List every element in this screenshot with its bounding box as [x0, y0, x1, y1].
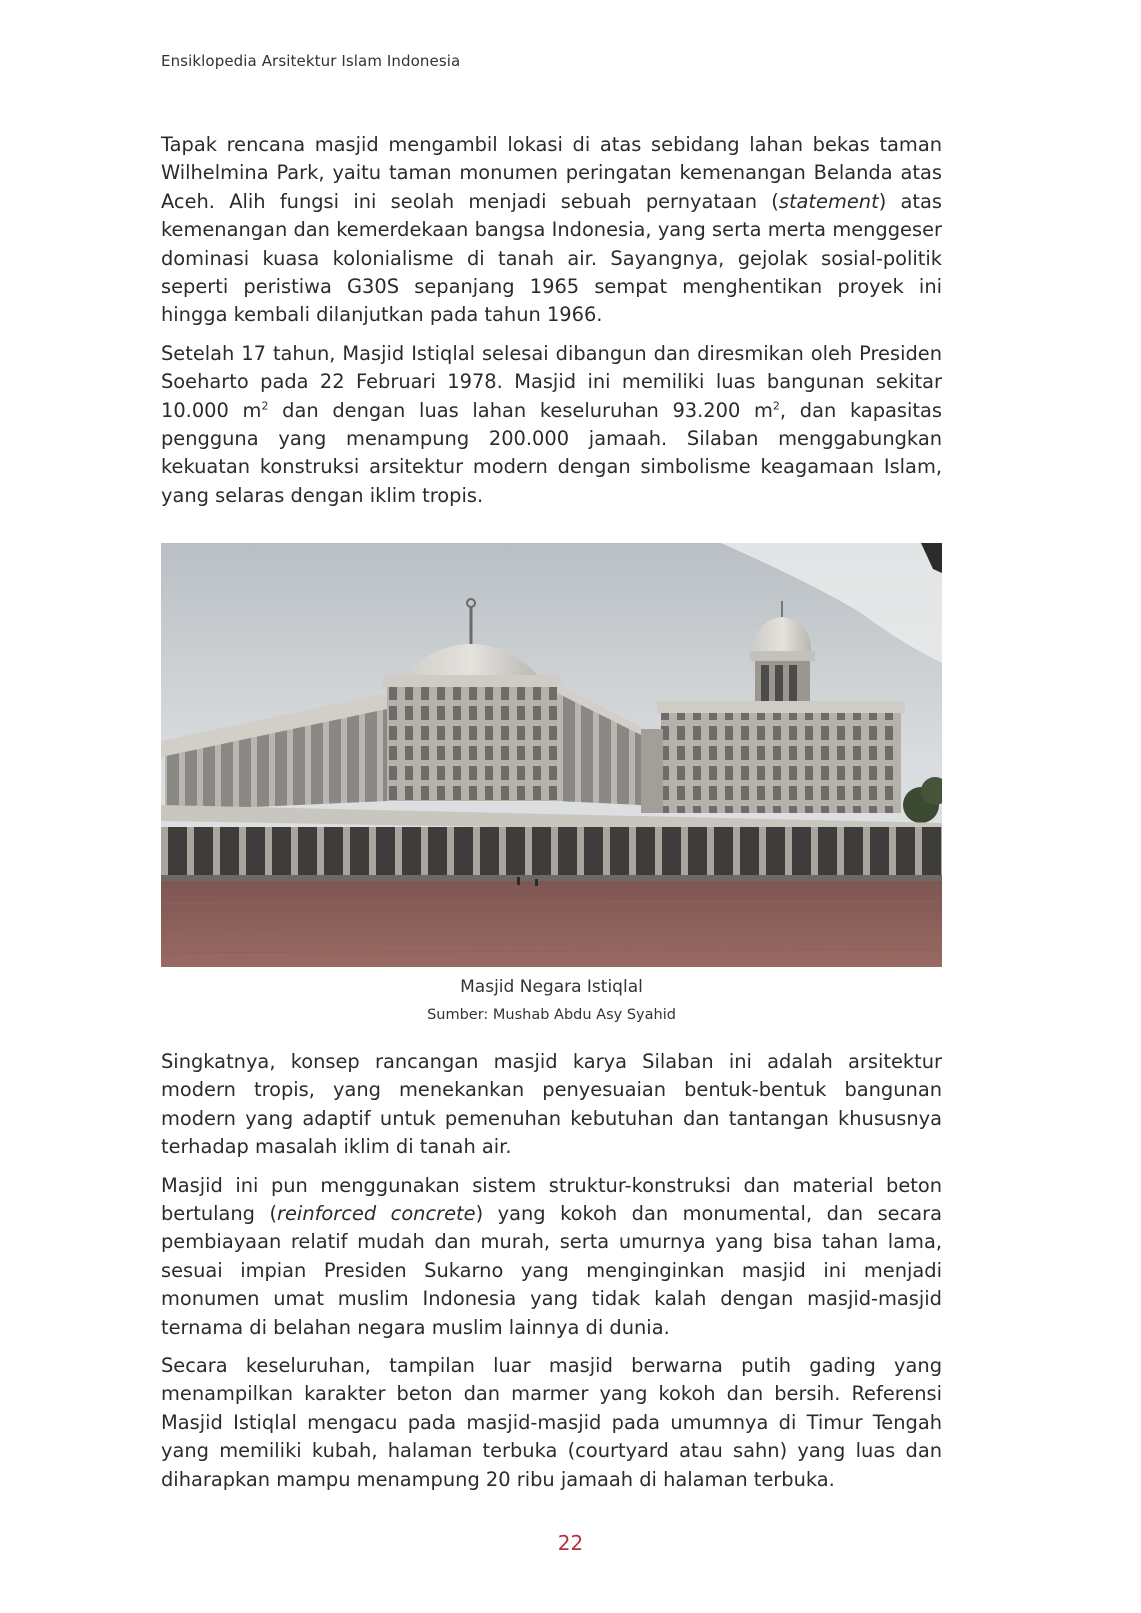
body-text-top: [161, 131, 942, 510]
running-header: Ensiklopedia Arsitektur Islam Indonesia: [161, 52, 461, 70]
paragraph-structure: Masjid ini pun menggunakan sistem struktur-konstruksi dan material beton bertulang (reinforced concrete) yang kokoh dan monumental, dan secara pembiayaan relatif mudah dan murah, serta umurnya yang bisa tahan lama, sesuai impian Presiden Sukarno yang menginginkan masjid ini menjadi monumen umat muslim Indonesia yang tidak kalah dengan masjid-masjid ternama di belahan negara muslim lainnya di dunia.: [161, 1173, 942, 1339]
paragraph-completion: Setelah 17 tahun, Masjid Istiqlal selesai dibangun dan diresmikan oleh Presiden Soeharto pada 22 Februari 1978. Masjid ini memiliki luas bangunan sekitar 10.000 $m^2$ dan dengan luas lahan keseluruhan 93.200 $m^2$, dan kapasitas pengguna yang menampung 200.000 jamaah. Silaban menggabungkan kekuatan konstruksi arsitektur modern dengan simbolisme keagamaan Islam, yang selaras dengan iklim tropis.: [161, 341, 942, 507]
paragraph-concept: Singkatnya, konsep rancangan masjid karya Silaban ini adalah arsitektur modern tropis, yang menekankan penyesuaian bentuk-bentuk bangunan modern yang adaptif untuk pemenuhan kebutuhan dan tantangan khususnya terhadap masalah iklim di tanah air.: [161, 1050, 942, 1159]
mosque-photo: [161, 543, 942, 967]
figure-source: Sumber: Mushab Abdu Asy Syahid: [427, 1007, 676, 1023]
page-number: 22: [557, 1531, 584, 1555]
figure-caption: Masjid Negara Istiqlal: [460, 977, 643, 997]
paragraph-exterior: Secara keseluruhan, tampilan luar masjid berwarna putih gading yang menampilkan karakter beton dan marmer yang kokoh dan bersih. Referensi Masjid Istiqlal mengacu pada masjid-masjid pada umumnya di Timur Tengah yang memiliki kubah, halaman terbuka (courtyard atau sahn) yang luas dan diharapkan mampu menampung 20 ribu jamaah di halaman terbuka.: [161, 1354, 942, 1491]
body-text-bottom: [161, 1048, 942, 1494]
paragraph-site-history: Tapak rencana masjid mengambil lokasi di atas sebidang lahan bekas taman Wilhelmina Park, yaitu taman monumen peringatan kemenangan Belanda atas Aceh. Alih fungsi ini seolah menjadi sebuah pernyataan (statement) atas kemenangan dan kemerdekaan bangsa Indonesia, yang serta merta menggeser dominasi kuasa kolonialisme di tanah air. Sayangnya, gejolak sosial-politik seperti peristiwa G30S sepanjang 1965 sempat menghentikan proyek ini hingga kembali dilanjutkan pada tahun 1966.: [161, 133, 942, 327]
